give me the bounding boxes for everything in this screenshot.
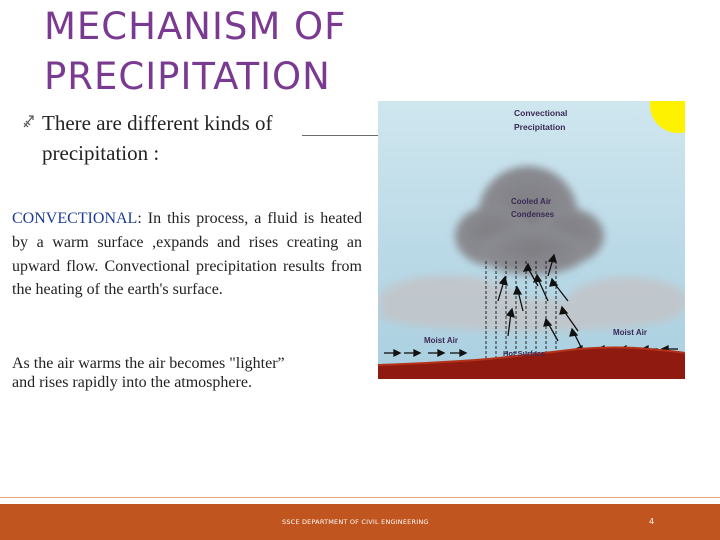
- bullet-line-1: There are different kinds of: [42, 111, 273, 135]
- warm-line-2: and rises rapidly into the atmosphere.: [12, 374, 252, 391]
- title-line-2: PRECIPITATION: [44, 55, 331, 98]
- slide-title: [44, 2, 374, 102]
- footer-department: SSCE DEPARTMENT OF CIVIL ENGINEERING: [282, 518, 429, 526]
- warm-air-paragraph: [12, 354, 372, 392]
- convectional-precipitation-diagram: [378, 101, 685, 379]
- hot-surface-label: Hot Surface: [503, 349, 546, 358]
- diagram-heading-line-2: Precipitation: [514, 122, 566, 132]
- footer-divider: [0, 497, 720, 498]
- bullet-arrow-icon: [22, 113, 36, 129]
- cloud-label-line-1: Cooled Air: [511, 197, 552, 206]
- bullet-intro: [42, 108, 372, 168]
- bullet-line-2: precipitation :: [42, 141, 160, 165]
- page-number: 4: [649, 517, 655, 526]
- convectional-paragraph: [12, 207, 362, 302]
- moist-air-left-label: Moist Air: [424, 336, 458, 345]
- title-line-1: MECHANISM OF: [44, 5, 347, 48]
- moist-air-right-label: Moist Air: [613, 328, 647, 337]
- cloud-label-line-2: Condenses: [511, 210, 555, 219]
- convectional-term: CONVECTIONAL: [12, 210, 138, 227]
- diagram-heading-line-1: Convectional: [514, 108, 568, 118]
- warm-line-1: As the air warms the air becomes "lighter”: [12, 355, 285, 372]
- convectional-description: : In this process, a fluid is heated by a warm surface ,expands and rises creating an upward flow. Convectional precipitation results from the heating of the earth's surface.: [12, 210, 362, 299]
